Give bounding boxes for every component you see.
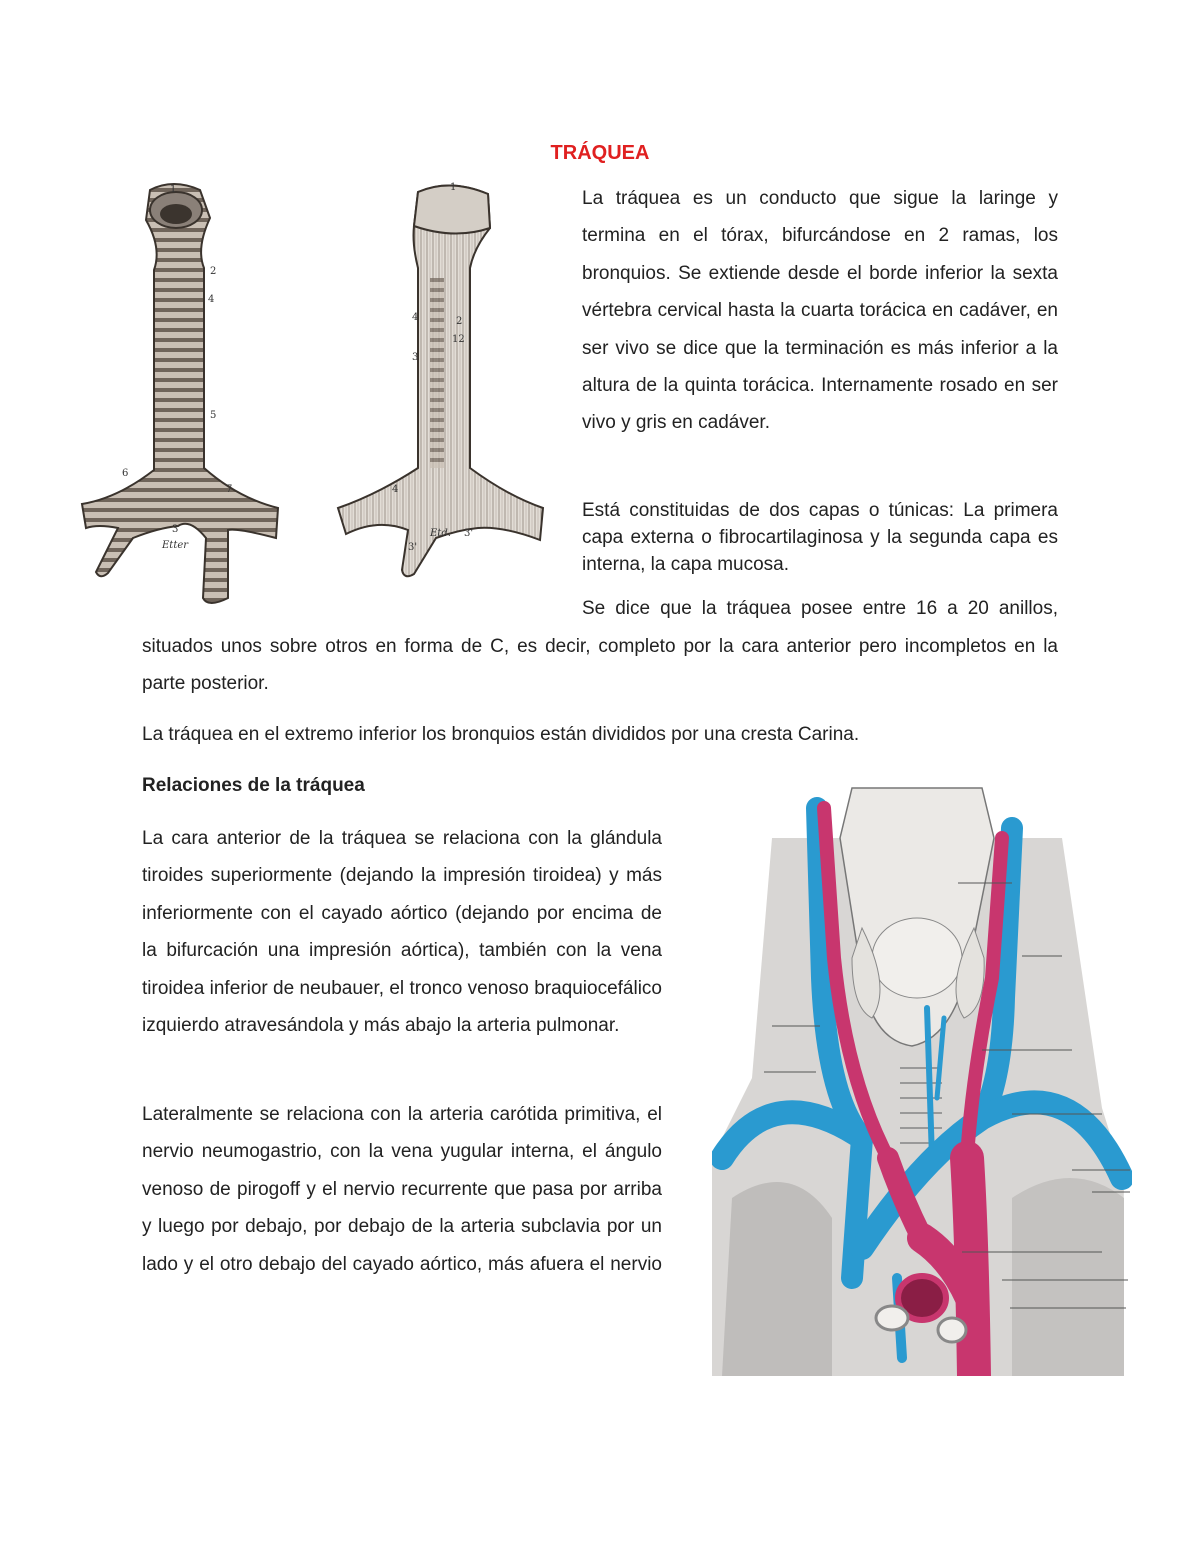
fig1-label: 12 xyxy=(452,334,465,345)
fig1-label: 3' xyxy=(464,528,474,539)
fig1-label: 5 xyxy=(210,410,217,421)
trachea-posterior-view xyxy=(338,185,543,576)
fig1-label: 4 xyxy=(392,484,399,495)
fig1-label: 4 xyxy=(412,312,419,323)
relaciones-anterior-paragraph: La cara anterior de la tráquea se relaciona con la glándula tiroides superiormente (dejando la impresión tiroidea) y más inferiormente con el cayado aórtico (dejando por encima de la bifurcación una impresión aórtica), también con la vena tiroidea inferior de neubauer, el tronco venoso braquiocefálico izquierdo atravesándola y más abajo la arteria pulmonar. xyxy=(142,828,662,1037)
fig1-label: 3 xyxy=(412,352,419,363)
fig1-label: 1 xyxy=(450,182,457,193)
fig1-label: 6 xyxy=(122,468,129,479)
fig1-label: 2 xyxy=(456,316,463,327)
fig1-caption-posterior: Etd. xyxy=(430,528,451,539)
anillos-paragraph: Se dice que la tráquea posee entre 16 a 20 anillos, situados unos sobre otros en forma de C, es decir, completo por la cara anterior pero incompletos en la parte posterior. xyxy=(142,598,1058,694)
fig1-label: 1 xyxy=(170,184,177,195)
neck-vessels-illustration xyxy=(712,778,1132,1376)
fig1-label: 2 xyxy=(210,266,217,277)
carina-paragraph: La tráquea en el extremo inferior los bronquios están divididos por una cresta Carina. xyxy=(142,724,860,745)
fig1-label: 3 xyxy=(172,524,179,535)
relaciones-lateral-paragraph: Lateralmente se relaciona con la arteria carótida primitiva, el nervio neumogastrio, con la vena yugular interna, el ángulo venoso de pirogoff y el nervio recurrente que pasa por arriba y luego por debajo, por debajo de la arteria subclavia por un lado y el otro debajo del cayado aórtico, más afuera el nervio xyxy=(142,1104,662,1275)
fig1-label: 3' xyxy=(408,542,418,553)
intro-paragraph: La tráquea es un conducto que sigue la laringe y termina en el tórax, bifurcándose en 2 ramas, los bronquios. Se extiende desde el borde inferior la sexta vértebra cervical hasta la cuarta torácica en cadáver, en ser vivo se dice que la terminación es más inferior a la altura de la quinta torácica. Internamente rosado en ser vivo y gris en cadáver. xyxy=(582,188,1058,434)
fig1-label: 7 xyxy=(226,484,233,495)
page-title: TRÁQUEA xyxy=(550,142,650,164)
capas-paragraph: Está constituidas de dos capas o túnicas: La primera capa externa o fibrocartilaginosa y la segunda capa es interna, la capa mucosa. xyxy=(582,500,1058,575)
fig1-label: 4 xyxy=(208,294,215,305)
fig1-caption-anterior: Etter xyxy=(162,540,189,551)
trachea-illustration xyxy=(78,178,548,610)
section-title: Relaciones de la tráquea xyxy=(142,775,365,796)
